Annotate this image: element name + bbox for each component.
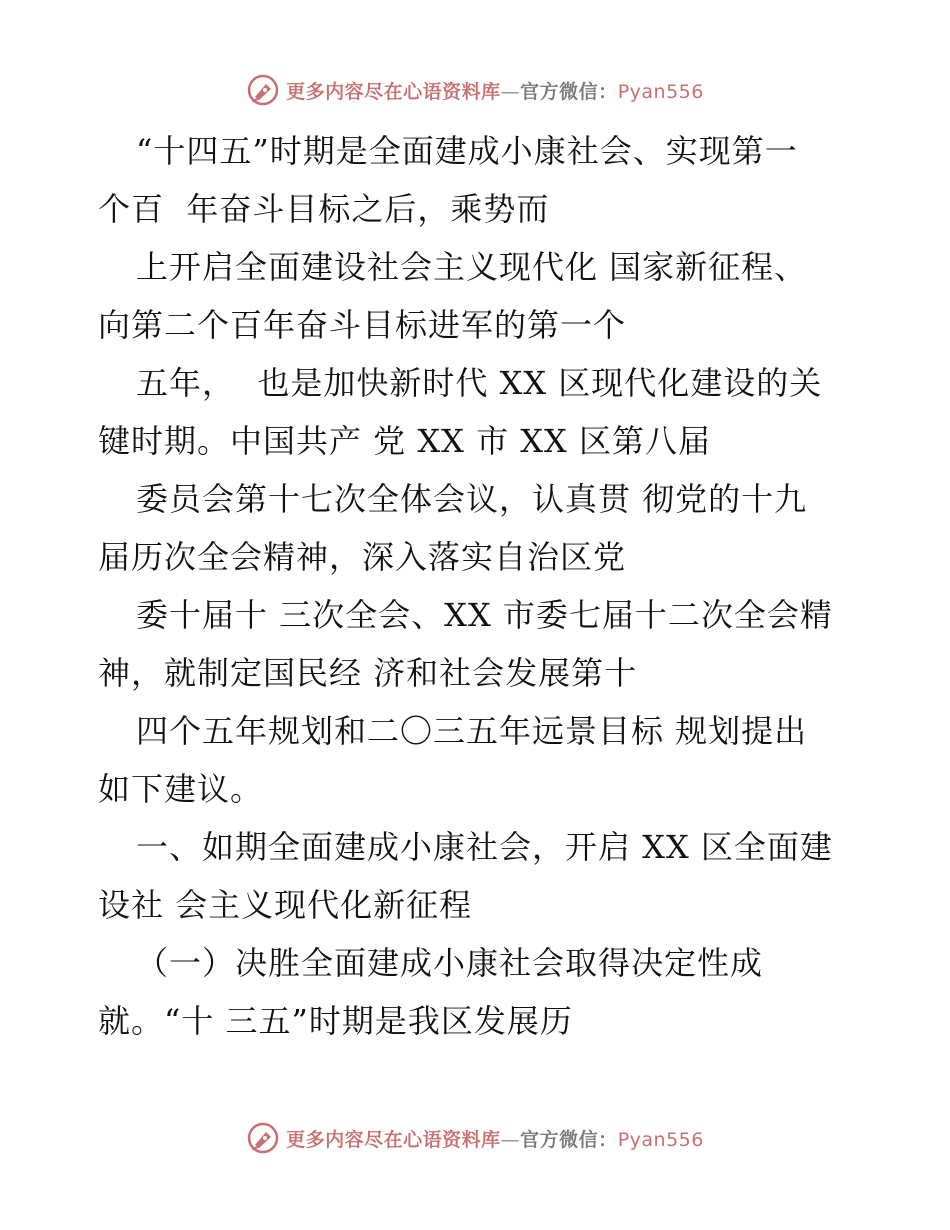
pen-nib-logo-icon: [246, 1121, 280, 1155]
watermark-brand: 更多内容尽在心语资料库: [286, 1128, 501, 1151]
text-line: 向第二个百年奋斗目标进军的第一个: [98, 306, 627, 344]
text-line: 个百 年奋斗目标之后，乘势而: [98, 190, 550, 228]
watermark-wechat-label: 官方微信：: [520, 80, 618, 103]
watermark-separator: —: [500, 80, 521, 103]
text-line: 如下建议。: [98, 770, 264, 808]
text-line: 委员会第十七次全体会议，认真贯 彻党的十九: [136, 480, 808, 518]
subsection-heading: （一）决胜全面建成小康社会取得决定性成: [136, 944, 764, 982]
footer-watermark: [0, 1118, 950, 1158]
watermark-separator: —: [500, 1128, 521, 1151]
watermark-brand: 更多内容尽在心语资料库: [286, 80, 501, 103]
watermark-wechat-id: Pyan556: [617, 80, 704, 103]
text-line: 届历次全会精神，深入落实自治区党: [98, 538, 627, 576]
document-body: [98, 122, 878, 1050]
text-line: 就。“十 三五”时期是我区发展历: [98, 1002, 573, 1040]
watermark-text: [286, 1125, 704, 1152]
text-line: 四个五年规划和二〇三五年远景目标 规划提出: [136, 712, 808, 750]
header-watermark: [0, 70, 950, 110]
section-heading: 一、如期全面建成小康社会，开启 XX 区全面建: [136, 828, 833, 866]
text-line: 神，就制定国民经 济和社会发展第十: [98, 654, 638, 692]
text-line: “十四五”时期是全面建成小康社会、实现第一: [136, 132, 798, 170]
section-heading-continued: 设社 会主义现代化新征程: [98, 886, 473, 924]
text-line: 委十届十 三次全会、XX 市委七届十二次全会精: [136, 596, 833, 634]
watermark-wechat-id: Pyan556: [617, 1128, 704, 1151]
text-line: 五年， 也是加快新时代 XX 区现代化建设的关: [136, 364, 823, 402]
watermark-wechat-label: 官方微信：: [520, 1128, 618, 1151]
pen-nib-logo-icon: [246, 73, 280, 107]
watermark-text: [286, 77, 704, 104]
text-line: 键时期。中国共产 党 XX 市 XX 区第八届: [98, 422, 711, 460]
text-line: 上开启全面建设社会主义现代化 国家新征程、: [136, 248, 808, 286]
